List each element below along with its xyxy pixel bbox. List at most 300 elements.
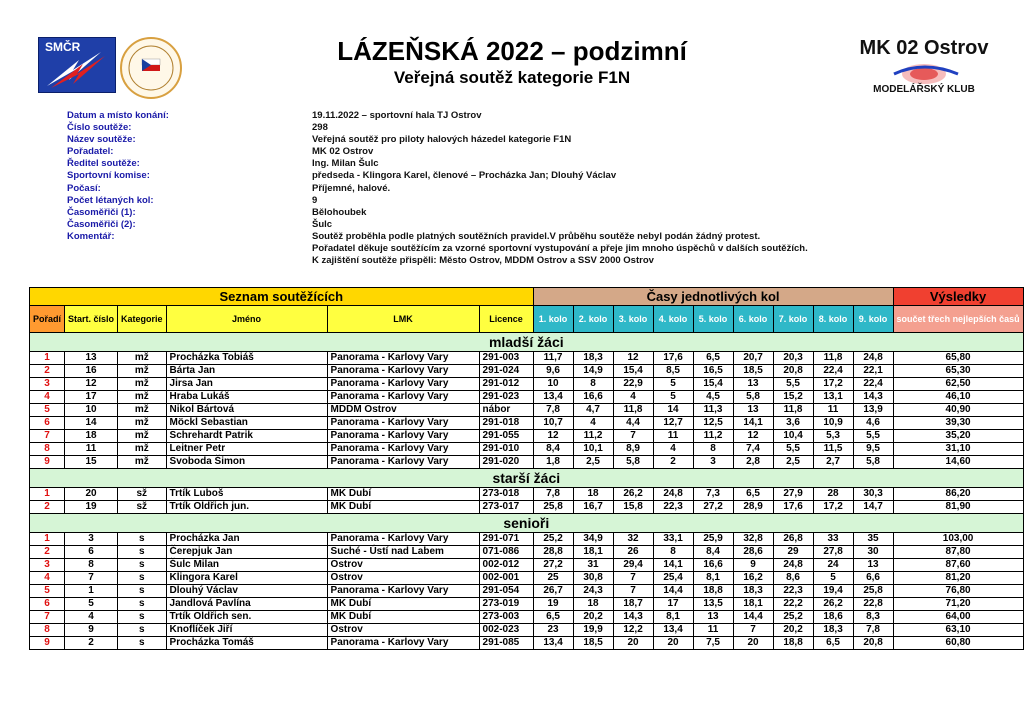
cell-rank: 9 [30,637,65,650]
cell-time: 14,1 [733,417,773,430]
cell-time: 12,7 [653,417,693,430]
cell-licence: 291-018 [479,417,533,430]
cell-time: 30 [853,546,893,559]
info-label [67,255,312,267]
cell-time: 2,7 [813,456,853,469]
cell-time: 25,8 [853,585,893,598]
cell-time: 18,5 [733,365,773,378]
cell-time: 17,2 [813,501,853,514]
table-row [30,430,1024,443]
cell-category: mž [118,365,167,378]
info-row [67,146,808,158]
cell-time: 4 [653,443,693,456]
cell-name: Čerepjuk Jan [166,546,327,559]
cell-time: 5 [653,391,693,404]
cell-time: 11,7 [533,352,573,365]
cell-licence: 291-071 [479,533,533,546]
cell-licence: 002-012 [479,559,533,572]
cell-lmk: Suché - Ústí nad Labem [327,546,479,559]
cell-time: 29 [773,546,813,559]
cell-time: 25 [533,572,573,585]
document-header [0,0,1024,105]
cell-time: 28,9 [733,501,773,514]
cell-name: Trtík Oldřich sen. [166,611,327,624]
cell-start: 12 [65,378,118,391]
cell-time: 8 [573,378,613,391]
cell-licence: 071-086 [479,546,533,559]
cell-time: 8,5 [653,365,693,378]
cell-rank: 8 [30,624,65,637]
cell-start: 11 [65,443,118,456]
cell-time: 18,3 [733,585,773,598]
cell-time: 33 [813,533,853,546]
table-row [30,533,1024,546]
cell-name: Nikol Bártová [166,404,327,417]
cell-time: 13,9 [853,404,893,417]
cell-time: 7 [733,624,773,637]
cell-time: 6,5 [533,611,573,624]
cell-time: 24,8 [653,488,693,501]
cell-sum: 87,60 [893,559,1023,572]
cell-sum: 71,20 [893,598,1023,611]
table-row [30,456,1024,469]
cell-time: 1,8 [533,456,573,469]
cell-time: 20,8 [773,365,813,378]
cell-start: 7 [65,572,118,585]
cell-time: 11,2 [693,430,733,443]
cell-lmk: MK Dubí [327,501,479,514]
cell-lmk: Panorama - Karlovy Vary [327,585,479,598]
col-kolo-8: 8. kolo [813,306,853,333]
cell-rank: 4 [30,391,65,404]
cell-time: 17,6 [653,352,693,365]
mk-logo-top-text: MK 02 Ostrov [859,37,989,59]
table-row [30,501,1024,514]
cell-category: sž [118,488,167,501]
cell-rank: 2 [30,546,65,559]
cell-licence: 291-003 [479,352,533,365]
cell-name: Trtík Oldřich jun. [166,501,327,514]
cell-rank: 1 [30,352,65,365]
cell-time: 28,8 [533,546,573,559]
cell-time: 17 [653,598,693,611]
cell-sum: 14,60 [893,456,1023,469]
cell-time: 18,3 [813,624,853,637]
info-value: Šulc [312,218,333,230]
cell-time: 26,8 [773,533,813,546]
cell-time: 22,1 [853,365,893,378]
cell-time: 8 [653,546,693,559]
cell-name: Šulc Milan [166,559,327,572]
cell-time: 5,5 [773,378,813,391]
cell-licence: 291-023 [479,391,533,404]
info-label: Pořadatel: [67,146,114,158]
cell-time: 18,8 [773,637,813,650]
info-row [67,207,808,219]
cell-time: 3 [693,456,733,469]
cell-licence: 002-001 [479,572,533,585]
cell-category: s [118,598,167,611]
cell-start: 6 [65,546,118,559]
section-row [30,469,1024,488]
cell-sum: 39,30 [893,417,1023,430]
cell-category: s [118,585,167,598]
cell-time: 8,4 [533,443,573,456]
cell-time: 26,7 [533,585,573,598]
info-value: MK 02 Ostrov [312,146,374,158]
col-kolo-7: 7. kolo [773,306,813,333]
table-row [30,378,1024,391]
cell-sum: 62,50 [893,378,1023,391]
cell-time: 13 [733,378,773,391]
cell-rank: 1 [30,488,65,501]
cell-time: 19,9 [573,624,613,637]
cell-name: Möckl Sebastian [166,417,327,430]
cell-time: 4,5 [693,391,733,404]
cell-category: mž [118,352,167,365]
cell-licence: 273-019 [479,598,533,611]
cell-start: 10 [65,404,118,417]
cell-time: 14,4 [733,611,773,624]
cell-category: s [118,624,167,637]
cell-time: 8,3 [853,611,893,624]
cell-category: mž [118,417,167,430]
cell-rank: 4 [30,572,65,585]
cell-time: 2 [653,456,693,469]
cell-time: 11,8 [773,404,813,417]
cell-licence: 291-012 [479,378,533,391]
cell-time: 24,8 [853,352,893,365]
cell-time: 11,8 [613,404,653,417]
cell-time: 11 [653,430,693,443]
cell-sum: 60,80 [893,637,1023,650]
cell-category: s [118,559,167,572]
cell-lmk: Panorama - Karlovy Vary [327,443,479,456]
cell-licence: 291-054 [479,585,533,598]
cell-time: 26,2 [613,488,653,501]
cell-licence: nábor [479,404,533,417]
cell-time: 7,4 [733,443,773,456]
cell-rank: 3 [30,559,65,572]
cell-start: 15 [65,456,118,469]
cell-licence: 273-018 [479,488,533,501]
table-row [30,365,1024,378]
cell-time: 12 [733,430,773,443]
cell-time: 6,5 [813,637,853,650]
table-row [30,417,1024,430]
cell-time: 18,6 [813,611,853,624]
cell-time: 18,8 [693,585,733,598]
cell-licence: 291-055 [479,430,533,443]
header-vysledky: Výsledky [893,288,1023,306]
table-row [30,598,1024,611]
info-label [67,243,312,255]
cell-lmk: Ostrov [327,572,479,585]
cell-sum: 65,80 [893,352,1023,365]
cell-time: 8,6 [773,572,813,585]
cell-time: 14,3 [613,611,653,624]
cell-rank: 6 [30,598,65,611]
cell-time: 25,9 [693,533,733,546]
cell-lmk: Panorama - Karlovy Vary [327,533,479,546]
cell-time: 4 [613,391,653,404]
section-title: starší žáci [30,469,1024,488]
cell-time: 11 [693,624,733,637]
cell-time: 10,1 [573,443,613,456]
cell-lmk: Panorama - Karlovy Vary [327,417,479,430]
cell-time: 18 [573,598,613,611]
cell-time: 5,8 [853,456,893,469]
cell-category: mž [118,443,167,456]
cell-time: 18,7 [613,598,653,611]
cell-lmk: Panorama - Karlovy Vary [327,378,479,391]
cell-name: Procházka Tobiáš [166,352,327,365]
cell-time: 7,5 [693,637,733,650]
cell-time: 5,8 [733,391,773,404]
cell-start: 19 [65,501,118,514]
cell-time: 24,8 [773,559,813,572]
cell-time: 25,2 [773,611,813,624]
col-kolo-4: 4. kolo [653,306,693,333]
cell-time: 13 [853,559,893,572]
cell-time: 19,4 [813,585,853,598]
cell-sum: 46,10 [893,391,1023,404]
cell-time: 13 [693,611,733,624]
info-label: Časoměřiči (1): [67,206,136,218]
cell-time: 15,8 [613,501,653,514]
info-value: 9 [312,194,318,206]
cell-name: Hraba Lukáš [166,391,327,404]
info-value: Veřejná soutěž pro piloty halových házedel kategorie F1N [312,134,572,146]
mk-ostrov-logo [854,30,994,100]
cell-time: 35 [853,533,893,546]
info-row [67,219,808,231]
cell-time: 2,5 [773,456,813,469]
cell-category: sž [118,501,167,514]
cell-category: s [118,637,167,650]
cell-time: 16,7 [573,501,613,514]
cell-time: 8 [693,443,733,456]
cell-time: 10,4 [773,430,813,443]
cell-sum: 103,00 [893,533,1023,546]
cell-lmk: Panorama - Karlovy Vary [327,391,479,404]
info-row [67,231,808,243]
cell-time: 6,5 [693,352,733,365]
cell-time: 15,2 [773,391,813,404]
cell-time: 5,5 [853,430,893,443]
info-row [67,183,808,195]
info-label: Název soutěže: [67,134,136,146]
cell-time: 27,2 [693,501,733,514]
cell-start: 5 [65,598,118,611]
cell-time: 18,3 [573,352,613,365]
cell-time: 18,5 [573,637,613,650]
cell-sum: 81,20 [893,572,1023,585]
info-row [67,158,808,170]
cell-category: s [118,533,167,546]
table-row [30,624,1024,637]
cell-time: 24 [813,559,853,572]
cell-time: 29,4 [613,559,653,572]
page-title: LÁZEŇSKÁ 2022 – podzimní [337,36,687,66]
cell-lmk: Panorama - Karlovy Vary [327,456,479,469]
cell-start: 13 [65,352,118,365]
cell-time: 4,6 [853,417,893,430]
page-subtitle: Veřejná soutěž kategorie F1N [393,68,631,87]
cell-time: 20 [613,637,653,650]
cell-time: 25,2 [533,533,573,546]
cell-time: 28,6 [733,546,773,559]
cell-sum: 87,80 [893,546,1023,559]
cell-time: 14 [653,404,693,417]
cell-time: 5 [813,572,853,585]
cell-time: 27,2 [533,559,573,572]
cell-time: 5,8 [613,456,653,469]
col-kategorie: Kategorie [118,306,167,333]
results-table [29,287,1024,650]
cell-sum: 65,30 [893,365,1023,378]
cell-start: 4 [65,611,118,624]
cell-time: 22,2 [773,598,813,611]
info-row [67,195,808,207]
cell-time: 20,2 [573,611,613,624]
cell-time: 30,3 [853,488,893,501]
cell-start: 1 [65,585,118,598]
cell-time: 2,8 [733,456,773,469]
cell-rank: 9 [30,456,65,469]
cell-time: 22,8 [853,598,893,611]
cell-time: 7 [613,430,653,443]
smcr-logo-text: SMČR [45,40,81,54]
col-start-cislo: Start. číslo [65,306,118,333]
cell-time: 20 [653,637,693,650]
table-row [30,585,1024,598]
cell-name: Jandlová Pavlína [166,598,327,611]
cell-time: 34,9 [573,533,613,546]
cell-rank: 6 [30,417,65,430]
table-row [30,404,1024,417]
info-value: předseda - Klingora Karel, členové – Procházka Jan; Dlouhý Václav [312,170,617,182]
info-row [67,255,808,267]
cell-time: 7,8 [533,404,573,417]
cell-time: 14,7 [853,501,893,514]
section-title: senioři [30,514,1024,533]
table-row [30,559,1024,572]
cell-time: 6,5 [733,488,773,501]
cell-time: 16,6 [693,559,733,572]
cell-time: 6,6 [853,572,893,585]
cell-category: mž [118,404,167,417]
cell-time: 9,6 [533,365,573,378]
cell-time: 16,6 [573,391,613,404]
cell-time: 22,9 [613,378,653,391]
cell-category: mž [118,391,167,404]
info-value: Pořadatel děkuje soutěžícím za vzorné sportovní vystupování a přeje jim mnoho úspěchů v dalších soutěžích. [312,243,808,255]
cell-time: 12,2 [613,624,653,637]
cell-licence: 291-024 [479,365,533,378]
cell-start: 18 [65,430,118,443]
header-seznam: Seznam soutěžících [30,288,534,306]
cell-sum: 40,90 [893,404,1023,417]
cell-name: Dlouhý Václav [166,585,327,598]
cell-start: 9 [65,624,118,637]
cell-start: 20 [65,488,118,501]
cell-time: 25,4 [653,572,693,585]
cell-time: 8,9 [613,443,653,456]
cell-name: Schrehardt Patrik [166,430,327,443]
cell-rank: 5 [30,585,65,598]
cell-time: 17,2 [813,378,853,391]
cell-time: 31 [573,559,613,572]
col-jmeno: Jméno [166,306,327,333]
info-value: Příjemné, halové. [312,182,391,194]
cell-time: 26 [613,546,653,559]
cell-rank: 1 [30,533,65,546]
cell-category: s [118,546,167,559]
cell-time: 13,1 [813,391,853,404]
cell-time: 22,3 [773,585,813,598]
info-row [67,110,808,122]
cell-time: 27,9 [773,488,813,501]
cell-time: 10 [533,378,573,391]
cell-time: 7,8 [853,624,893,637]
cell-lmk: Panorama - Karlovy Vary [327,365,479,378]
table-row [30,546,1024,559]
info-value: Bělohoubek [312,206,367,218]
cell-licence: 273-017 [479,501,533,514]
cell-sum: 81,90 [893,501,1023,514]
cell-time: 9 [733,559,773,572]
cell-time: 20,7 [733,352,773,365]
cell-time: 22,3 [653,501,693,514]
col-lmk: LMK [327,306,479,333]
cell-time: 2,5 [573,456,613,469]
cell-time: 7,3 [693,488,733,501]
cell-sum: 31,10 [893,443,1023,456]
cell-time: 20,3 [773,352,813,365]
cell-time: 20 [733,637,773,650]
cell-lmk: Panorama - Karlovy Vary [327,637,479,650]
cell-time: 22,4 [813,365,853,378]
cell-time: 16,5 [693,365,733,378]
cell-time: 4,7 [573,404,613,417]
cell-name: Klingora Karel [166,572,327,585]
cell-time: 3,6 [773,417,813,430]
cell-time: 11,8 [813,352,853,365]
col-kolo-2: 2. kolo [573,306,613,333]
cell-licence: 291-085 [479,637,533,650]
cell-time: 11,2 [573,430,613,443]
info-label: Datum a místo konání: [67,110,169,121]
cell-time: 13 [733,404,773,417]
cell-time: 20,8 [853,637,893,650]
cell-rank: 2 [30,501,65,514]
cell-rank: 3 [30,378,65,391]
cell-time: 11 [813,404,853,417]
cell-category: s [118,572,167,585]
table-row [30,611,1024,624]
info-label: Počet létaných kol: [67,194,154,206]
col-soucet: součet třech nejlepších časů [893,306,1023,333]
cell-time: 9,5 [853,443,893,456]
col-kolo-6: 6. kolo [733,306,773,333]
cell-lmk: MK Dubí [327,611,479,624]
cell-start: 14 [65,417,118,430]
cell-time: 10,7 [533,417,573,430]
cell-time: 20,2 [773,624,813,637]
cell-name: Procházka Tomáš [166,637,327,650]
cell-category: mž [118,456,167,469]
